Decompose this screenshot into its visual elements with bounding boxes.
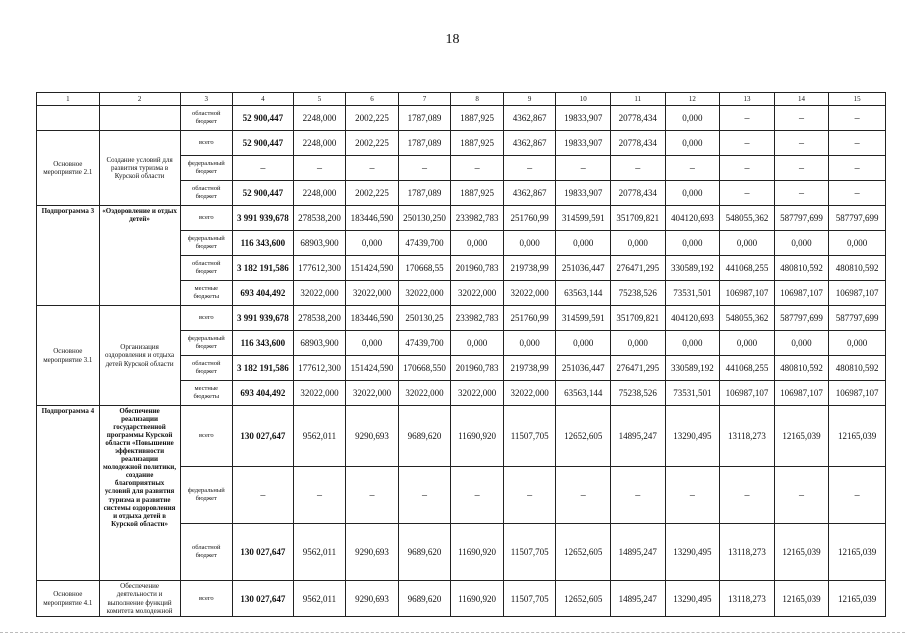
value-cell: 170668,55 — [398, 256, 451, 281]
col-header: 12 — [665, 93, 720, 106]
value-cell: – — [611, 156, 666, 181]
source-cell: всего — [180, 406, 233, 467]
table-row — [37, 306, 886, 331]
col-header: 14 — [774, 93, 829, 106]
value-cell: 130 027,647 — [233, 406, 294, 467]
value-cell: 20778,434 — [611, 181, 666, 206]
value-cell: 0,000 — [611, 231, 666, 256]
value-cell: 0,000 — [665, 331, 720, 356]
value-cell: 9290,693 — [346, 581, 399, 617]
col-header: 2 — [99, 93, 180, 106]
value-cell: 32022,000 — [346, 281, 399, 306]
value-cell: 219738,99 — [503, 356, 556, 381]
value-cell: 0,000 — [720, 231, 775, 256]
value-cell: 47439,700 — [398, 231, 451, 256]
value-cell: – — [829, 467, 886, 524]
page-number: 18 — [445, 32, 460, 47]
value-cell: 12165,039 — [774, 524, 829, 581]
value-cell: 9562,011 — [293, 581, 346, 617]
value-cell: 106987,107 — [829, 281, 886, 306]
value-cell: 0,000 — [665, 231, 720, 256]
value-cell: 0,000 — [451, 231, 504, 256]
value-cell: 0,000 — [611, 331, 666, 356]
value-cell: 233982,783 — [451, 206, 504, 231]
value-cell: 3 182 191,586 — [233, 356, 294, 381]
value-cell: 32022,000 — [503, 281, 556, 306]
description-cell: Обеспечение деятельности и выполнение функций комитета молодежной — [99, 581, 180, 617]
value-cell: – — [611, 467, 666, 524]
value-cell: 0,000 — [829, 331, 886, 356]
value-cell: 11507,705 — [503, 581, 556, 617]
value-cell: 13290,495 — [665, 524, 720, 581]
value-cell: – — [346, 156, 399, 181]
source-cell: всего — [180, 131, 233, 156]
source-cell: всего — [180, 206, 233, 231]
value-cell: 151424,590 — [346, 256, 399, 281]
value-cell: 11690,920 — [451, 524, 504, 581]
value-cell: 0,000 — [665, 131, 720, 156]
value-cell: 12165,039 — [774, 581, 829, 617]
value-cell: 11507,705 — [503, 524, 556, 581]
value-cell: 0,000 — [503, 231, 556, 256]
value-cell: 106987,107 — [774, 381, 829, 406]
value-cell: 480810,592 — [829, 356, 886, 381]
value-cell: 151424,590 — [346, 356, 399, 381]
value-cell: 251036,447 — [556, 256, 611, 281]
value-cell: – — [665, 156, 720, 181]
value-cell: 0,000 — [346, 331, 399, 356]
value-cell: 251760,99 — [503, 206, 556, 231]
value-cell: 693 404,492 — [233, 381, 294, 406]
source-cell: местные бюджеты — [180, 281, 233, 306]
value-cell: – — [774, 467, 829, 524]
value-cell: 12652,605 — [556, 406, 611, 467]
value-cell: 0,000 — [720, 331, 775, 356]
value-cell: – — [398, 467, 451, 524]
value-cell: – — [829, 131, 886, 156]
table-row — [37, 406, 886, 467]
value-cell: 183446,590 — [346, 306, 399, 331]
value-cell: 587797,699 — [829, 206, 886, 231]
source-cell: федеральный бюджет — [180, 467, 233, 524]
value-cell: 13290,495 — [665, 581, 720, 617]
value-cell: 441068,255 — [720, 256, 775, 281]
value-cell: 693 404,492 — [233, 281, 294, 306]
value-cell: 2002,225 — [346, 106, 399, 131]
value-cell: 351709,821 — [611, 306, 666, 331]
value-cell: – — [556, 467, 611, 524]
value-cell: – — [720, 106, 775, 131]
value-cell: 0,000 — [774, 331, 829, 356]
value-cell: 548055,362 — [720, 306, 775, 331]
value-cell: 9562,011 — [293, 406, 346, 467]
value-cell: 9689,620 — [398, 406, 451, 467]
table-row — [37, 131, 886, 156]
value-cell: 278538,200 — [293, 206, 346, 231]
value-cell: 13118,273 — [720, 406, 775, 467]
value-cell: 11507,705 — [503, 406, 556, 467]
value-cell: – — [451, 156, 504, 181]
value-cell: 12652,605 — [556, 581, 611, 617]
scan-artifact-line — [0, 632, 905, 633]
value-cell: 330589,192 — [665, 356, 720, 381]
value-cell: – — [720, 131, 775, 156]
value-cell: 0,000 — [503, 331, 556, 356]
col-header: 9 — [503, 93, 556, 106]
value-cell: 314599,591 — [556, 306, 611, 331]
col-header: 6 — [346, 93, 399, 106]
value-cell: 0,000 — [665, 181, 720, 206]
col-header: 11 — [611, 93, 666, 106]
value-cell: 251036,447 — [556, 356, 611, 381]
value-cell: 11690,920 — [451, 406, 504, 467]
value-cell: 548055,362 — [720, 206, 775, 231]
value-cell: 480810,592 — [829, 256, 886, 281]
value-cell: 9290,693 — [346, 406, 399, 467]
value-cell: 2002,225 — [346, 181, 399, 206]
value-cell: 0,000 — [556, 231, 611, 256]
value-cell: – — [233, 467, 294, 524]
value-cell: 12165,039 — [829, 581, 886, 617]
value-cell: – — [829, 106, 886, 131]
budget-table — [36, 92, 886, 617]
value-cell: 32022,000 — [451, 381, 504, 406]
value-cell: 106987,107 — [720, 381, 775, 406]
col-header: 5 — [293, 93, 346, 106]
value-cell: 75238,526 — [611, 381, 666, 406]
value-cell: 587797,699 — [774, 306, 829, 331]
value-cell: – — [720, 156, 775, 181]
value-cell: 201960,783 — [451, 256, 504, 281]
source-cell: областной бюджет — [180, 181, 233, 206]
value-cell: 480810,592 — [774, 256, 829, 281]
value-cell: 170668,550 — [398, 356, 451, 381]
value-cell: 1787,089 — [398, 181, 451, 206]
value-cell: 116 343,600 — [233, 231, 294, 256]
value-cell: – — [293, 467, 346, 524]
value-cell: – — [829, 181, 886, 206]
value-cell: 116 343,600 — [233, 331, 294, 356]
value-cell: 4362,867 — [503, 106, 556, 131]
value-cell: 0,000 — [665, 106, 720, 131]
value-cell: – — [346, 467, 399, 524]
program-cell: Основное мероприятие 4.1 — [37, 581, 100, 617]
value-cell: 4362,867 — [503, 181, 556, 206]
col-header: 8 — [451, 93, 504, 106]
value-cell: 47439,700 — [398, 331, 451, 356]
value-cell: 441068,255 — [720, 356, 775, 381]
value-cell: 20778,434 — [611, 131, 666, 156]
program-cell — [37, 106, 100, 131]
value-cell: 12652,605 — [556, 524, 611, 581]
value-cell: 32022,000 — [293, 381, 346, 406]
value-cell: 20778,434 — [611, 106, 666, 131]
value-cell: 1887,925 — [451, 106, 504, 131]
value-cell: 0,000 — [829, 231, 886, 256]
value-cell: 351709,821 — [611, 206, 666, 231]
value-cell: 32022,000 — [293, 281, 346, 306]
description-cell — [99, 106, 180, 131]
value-cell: 63563,144 — [556, 381, 611, 406]
value-cell: – — [720, 467, 775, 524]
value-cell: 14895,247 — [611, 406, 666, 467]
value-cell: 106987,107 — [774, 281, 829, 306]
table-row — [37, 581, 886, 617]
value-cell: 73531,501 — [665, 281, 720, 306]
value-cell: 177612,300 — [293, 356, 346, 381]
value-cell: – — [774, 181, 829, 206]
value-cell: 68903,900 — [293, 331, 346, 356]
value-cell: 14895,247 — [611, 581, 666, 617]
source-cell: местные бюджеты — [180, 381, 233, 406]
value-cell: 177612,300 — [293, 256, 346, 281]
value-cell: 52 900,447 — [233, 131, 294, 156]
value-cell: 183446,590 — [346, 206, 399, 231]
value-cell: 106987,107 — [720, 281, 775, 306]
value-cell: 73531,501 — [665, 381, 720, 406]
source-cell: областной бюджет — [180, 106, 233, 131]
value-cell: 250130,25 — [398, 306, 451, 331]
value-cell: – — [451, 467, 504, 524]
value-cell: – — [774, 156, 829, 181]
value-cell: 32022,000 — [503, 381, 556, 406]
value-cell: 201960,783 — [451, 356, 504, 381]
value-cell: 52 900,447 — [233, 106, 294, 131]
value-cell: 0,000 — [451, 331, 504, 356]
program-cell: Основное мероприятие 2.1 — [37, 131, 100, 206]
col-header: 15 — [829, 93, 886, 106]
value-cell: 19833,907 — [556, 181, 611, 206]
value-cell: – — [556, 156, 611, 181]
value-cell: 2248,000 — [293, 106, 346, 131]
value-cell: 13118,273 — [720, 524, 775, 581]
value-cell: – — [665, 467, 720, 524]
table-row — [37, 106, 886, 131]
value-cell: 251760,99 — [503, 306, 556, 331]
value-cell: 12165,039 — [829, 524, 886, 581]
value-cell: – — [503, 156, 556, 181]
source-cell: областной бюджет — [180, 256, 233, 281]
value-cell: 9689,620 — [398, 581, 451, 617]
col-header: 7 — [398, 93, 451, 106]
value-cell: 2002,225 — [346, 131, 399, 156]
value-cell: 587797,699 — [829, 306, 886, 331]
value-cell: 1787,089 — [398, 106, 451, 131]
value-cell: 1887,925 — [451, 131, 504, 156]
value-cell: – — [774, 106, 829, 131]
description-cell: Создание условий для развития туризма в Курской области — [99, 131, 180, 206]
value-cell: 13290,495 — [665, 406, 720, 467]
value-cell: 9689,620 — [398, 524, 451, 581]
value-cell: – — [720, 181, 775, 206]
value-cell: 276471,295 — [611, 356, 666, 381]
source-cell: всего — [180, 581, 233, 617]
value-cell: 278538,200 — [293, 306, 346, 331]
value-cell: 106987,107 — [829, 381, 886, 406]
value-cell: 1887,925 — [451, 181, 504, 206]
value-cell: 404120,693 — [665, 306, 720, 331]
column-number-row — [37, 93, 886, 106]
value-cell: 330589,192 — [665, 256, 720, 281]
value-cell: 130 027,647 — [233, 524, 294, 581]
value-cell: 233982,783 — [451, 306, 504, 331]
table-row — [37, 206, 886, 231]
source-cell: всего — [180, 306, 233, 331]
value-cell: – — [398, 156, 451, 181]
col-header: 10 — [556, 93, 611, 106]
col-header: 13 — [720, 93, 775, 106]
program-cell: Подпрограмма 3 — [37, 206, 100, 306]
value-cell: 32022,000 — [346, 381, 399, 406]
value-cell: 130 027,647 — [233, 581, 294, 617]
program-cell: Основное мероприятие 3.1 — [37, 306, 100, 406]
description-cell: Организация оздоровления и отдыха детей Курской области — [99, 306, 180, 406]
value-cell: 3 991 939,678 — [233, 306, 294, 331]
value-cell: 276471,295 — [611, 256, 666, 281]
value-cell: 12165,039 — [829, 406, 886, 467]
value-cell: 0,000 — [774, 231, 829, 256]
value-cell: – — [293, 156, 346, 181]
source-cell: федеральный бюджет — [180, 156, 233, 181]
col-header: 4 — [233, 93, 294, 106]
source-cell: федеральный бюджет — [180, 231, 233, 256]
value-cell: 52 900,447 — [233, 181, 294, 206]
value-cell: 75238,526 — [611, 281, 666, 306]
value-cell: 9290,693 — [346, 524, 399, 581]
value-cell: 4362,867 — [503, 131, 556, 156]
value-cell: 1787,089 — [398, 131, 451, 156]
value-cell: 314599,591 — [556, 206, 611, 231]
value-cell: 32022,000 — [398, 281, 451, 306]
value-cell: 12165,039 — [774, 406, 829, 467]
value-cell: 32022,000 — [398, 381, 451, 406]
source-cell: областной бюджет — [180, 356, 233, 381]
value-cell: 13118,273 — [720, 581, 775, 617]
value-cell: 19833,907 — [556, 106, 611, 131]
value-cell: 0,000 — [346, 231, 399, 256]
source-cell: федеральный бюджет — [180, 331, 233, 356]
value-cell: – — [829, 156, 886, 181]
value-cell: 250130,250 — [398, 206, 451, 231]
value-cell: 219738,99 — [503, 256, 556, 281]
description-cell: Обеспечение реализации государственной программы Курской области «Повышение эффективности реализации молодежной политики, создание благоприятных условий для развития туризма и развитие системы оздоровления и отдыха детей в Курской области» — [99, 406, 180, 581]
value-cell: – — [774, 131, 829, 156]
col-header: 1 — [37, 93, 100, 106]
value-cell: 480810,592 — [774, 356, 829, 381]
program-cell: Подпрограмма 4 — [37, 406, 100, 581]
value-cell: 404120,693 — [665, 206, 720, 231]
value-cell: 11690,920 — [451, 581, 504, 617]
value-cell: 32022,000 — [451, 281, 504, 306]
value-cell: 2248,000 — [293, 131, 346, 156]
value-cell: 2248,000 — [293, 181, 346, 206]
value-cell: – — [503, 467, 556, 524]
description-cell: «Оздоровление и отдых детей» — [99, 206, 180, 306]
value-cell: 3 991 939,678 — [233, 206, 294, 231]
value-cell: 63563,144 — [556, 281, 611, 306]
value-cell: 587797,699 — [774, 206, 829, 231]
value-cell: – — [233, 156, 294, 181]
value-cell: 0,000 — [556, 331, 611, 356]
value-cell: 68903,900 — [293, 231, 346, 256]
value-cell: 9562,011 — [293, 524, 346, 581]
value-cell: 3 182 191,586 — [233, 256, 294, 281]
source-cell: областной бюджет — [180, 524, 233, 581]
value-cell: 19833,907 — [556, 131, 611, 156]
value-cell: 14895,247 — [611, 524, 666, 581]
col-header: 3 — [180, 93, 233, 106]
